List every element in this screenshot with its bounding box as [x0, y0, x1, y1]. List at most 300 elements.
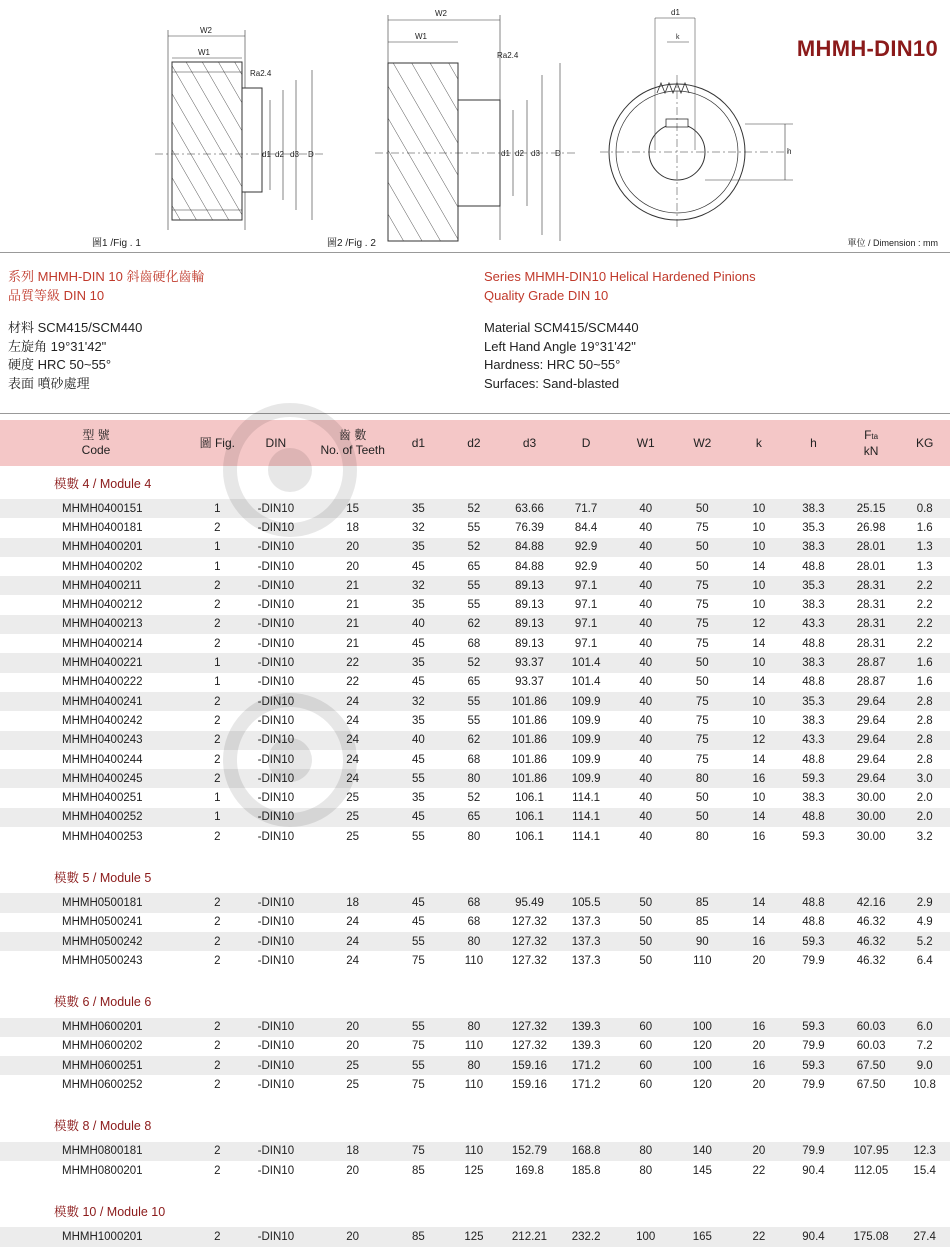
cell-d2: 110	[441, 1142, 508, 1161]
table-row	[0, 750, 950, 769]
svg-text:W1: W1	[415, 32, 427, 41]
cell-h: 48.8	[802, 676, 825, 689]
cell-w1: 40	[639, 792, 653, 805]
cell-d1: 45	[411, 916, 425, 929]
cell-w1: 40	[639, 560, 653, 573]
cell-fig: 2	[214, 830, 221, 843]
cell-kg: 3.0	[899, 769, 950, 788]
cell-k: 10	[734, 499, 785, 518]
cell-h: 38.3	[802, 714, 825, 727]
divider	[0, 413, 950, 414]
spec-hardness-en: Hardness: HRC 50~55°	[484, 357, 621, 372]
module-heading-row	[0, 466, 950, 499]
cell-D: 109.9	[571, 753, 601, 766]
cell-d3: 212.21	[507, 1227, 551, 1246]
table-row	[0, 769, 950, 788]
cell-k: 20	[734, 1142, 785, 1161]
table-row	[0, 1161, 950, 1180]
cell-w2: 75	[695, 714, 709, 727]
cell-k: 20	[752, 954, 766, 967]
cell-h: 59.3	[784, 769, 843, 788]
cell-h: 43.3	[784, 731, 843, 750]
cell-w1: 40	[639, 599, 653, 612]
cell-fta: 28.31	[856, 637, 886, 650]
cell-fig: 1	[192, 499, 243, 518]
cell-kg: 4.9	[916, 916, 933, 929]
cell-d1: 40	[396, 731, 440, 750]
cell-din: -DIN10	[257, 714, 295, 727]
cell-k: 16	[752, 830, 766, 843]
cell-h: 79.9	[784, 1142, 843, 1161]
header-d1: d1	[396, 420, 440, 466]
cell-code: MHMH0400252	[0, 808, 192, 827]
svg-text:Ra2.4: Ra2.4	[250, 69, 272, 78]
svg-text:d1: d1	[501, 149, 510, 158]
cell-kg: 12.3	[899, 1142, 950, 1161]
cell-w1: 80	[620, 1142, 671, 1161]
svg-text:W2: W2	[435, 9, 447, 18]
cell-teeth: 22	[346, 676, 360, 689]
table-row	[0, 1227, 950, 1246]
header-fta: Fta kN	[843, 420, 900, 466]
cell-kg: 10.8	[913, 1079, 936, 1092]
series-title: MHMH-DIN10	[796, 36, 938, 61]
cell-h: 38.3	[784, 653, 843, 672]
cell-D: 139.3	[552, 1018, 621, 1037]
module-heading-row	[0, 985, 950, 1018]
cell-fig: 2	[192, 615, 243, 634]
cell-d2: 125	[441, 1227, 508, 1246]
cell-w1: 60	[620, 1056, 671, 1075]
cell-fta: 28.87	[856, 676, 886, 689]
cell-w2: 50	[671, 653, 734, 672]
cell-din: -DIN10	[257, 637, 295, 650]
cell-d2: 68	[441, 893, 508, 912]
cell-din: -DIN10	[243, 1056, 310, 1075]
cell-w1: 50	[639, 916, 653, 929]
cell-d2: 80	[441, 769, 508, 788]
cell-k: 22	[734, 1227, 785, 1246]
cell-din: -DIN10	[257, 1040, 295, 1053]
cell-w1: 50	[620, 932, 671, 951]
cell-w2: 75	[671, 692, 734, 711]
cell-fig: 2	[214, 753, 221, 766]
cell-code: MHMH0600201	[0, 1018, 192, 1037]
cell-d1: 32	[396, 576, 440, 595]
cell-d3: 101.86	[507, 692, 551, 711]
table-row	[0, 808, 950, 827]
module-heading-row	[0, 1109, 950, 1142]
cell-w2: 50	[671, 538, 734, 557]
cell-fta: 26.98	[856, 521, 886, 534]
module-heading-row	[0, 1194, 950, 1227]
cell-d2: 68	[467, 916, 481, 929]
cell-D: 101.4	[571, 676, 601, 689]
spec-grade-zh: 品質等級 DIN 10	[8, 287, 105, 303]
table-row	[0, 827, 950, 846]
cell-h: 48.8	[784, 808, 843, 827]
cell-d1: 35	[411, 599, 425, 612]
cell-D: 137.3	[571, 954, 601, 967]
cell-d2: 65	[441, 808, 508, 827]
cell-teeth: 20	[346, 560, 360, 573]
cell-teeth: 25	[346, 792, 360, 805]
spacer-cell	[0, 1180, 950, 1194]
table-row	[0, 1037, 950, 1056]
cell-fig: 1	[214, 676, 221, 689]
cell-w2: 120	[692, 1040, 712, 1053]
cell-code: MHMH0400244	[62, 753, 143, 766]
cell-din: -DIN10	[257, 792, 295, 805]
cell-fta: 30.00	[843, 808, 900, 827]
cell-w1: 50	[639, 954, 653, 967]
cell-d2: 110	[464, 1040, 484, 1053]
cell-fta: 30.00	[856, 830, 886, 843]
cell-d1: 35	[396, 653, 440, 672]
cell-teeth: 18	[309, 1142, 396, 1161]
table-row	[0, 634, 950, 653]
cell-d1: 75	[411, 954, 425, 967]
cell-w2: 75	[671, 576, 734, 595]
cell-kg: 2.8	[899, 731, 950, 750]
cell-fta: 29.64	[843, 731, 900, 750]
cell-teeth: 20	[346, 1164, 360, 1177]
cell-kg: 2.2	[899, 615, 950, 634]
cell-k: 14	[752, 676, 766, 689]
cell-d2: 110	[464, 1079, 484, 1092]
spacer-cell	[0, 971, 950, 985]
cell-d3: 101.86	[507, 769, 551, 788]
cell-code: MHMH0400242	[62, 714, 143, 727]
cell-d1: 35	[396, 538, 440, 557]
cell-fig: 2	[214, 714, 221, 727]
header-h: h	[784, 420, 843, 466]
cell-din: -DIN10	[257, 753, 295, 766]
spec-surface-zh: 表面 噴砂處理	[8, 375, 90, 391]
cell-teeth: 24	[346, 916, 360, 929]
cell-d1: 45	[411, 560, 425, 573]
cell-d1: 85	[411, 1164, 425, 1177]
cell-din: -DIN10	[243, 576, 310, 595]
spec-hardness-zh: 硬度 HRC 50~55°	[8, 357, 112, 372]
cell-w2: 90	[671, 932, 734, 951]
cell-d3: 89.13	[507, 576, 551, 595]
cell-D: 232.2	[552, 1227, 621, 1246]
header-D: D	[552, 420, 621, 466]
cell-w1: 50	[620, 893, 671, 912]
cell-d3: 127.32	[507, 932, 551, 951]
table-row	[0, 673, 950, 692]
cell-D: 109.9	[552, 692, 621, 711]
cell-kg: 9.0	[899, 1056, 950, 1075]
table-row	[0, 499, 950, 518]
cell-fig: 2	[192, 731, 243, 750]
cell-h: 35.3	[784, 692, 843, 711]
cell-h: 35.3	[784, 576, 843, 595]
cell-kg: 1.6	[916, 676, 933, 689]
cell-din: -DIN10	[243, 538, 310, 557]
cell-teeth: 20	[346, 1040, 360, 1053]
cell-din: -DIN10	[257, 521, 295, 534]
cell-d1: 32	[411, 521, 425, 534]
cell-teeth: 20	[309, 538, 396, 557]
cell-D: 71.7	[552, 499, 621, 518]
cell-fig: 1	[214, 792, 221, 805]
cell-h: 59.3	[802, 830, 825, 843]
cell-d3: 101.86	[511, 753, 548, 766]
cell-fig: 1	[214, 560, 221, 573]
cell-h: 48.8	[784, 893, 843, 912]
cell-din: -DIN10	[257, 954, 295, 967]
cell-w1: 40	[639, 521, 653, 534]
cell-k: 20	[752, 1079, 766, 1092]
cell-teeth: 21	[346, 599, 360, 612]
cell-kg: 6.0	[899, 1018, 950, 1037]
cell-w1: 40	[620, 615, 671, 634]
header-d2: d2	[441, 420, 508, 466]
cell-D: 114.1	[572, 792, 601, 805]
table-row	[0, 538, 950, 557]
cell-d3: 89.13	[515, 637, 544, 650]
cell-d3: 89.13	[507, 615, 551, 634]
cell-d2: 52	[441, 499, 508, 518]
svg-text:d3: d3	[290, 150, 299, 159]
cell-d1: 55	[411, 830, 425, 843]
cell-code: MHMH0400212	[62, 599, 143, 612]
cell-w1: 40	[620, 653, 671, 672]
cell-w2: 50	[695, 792, 709, 805]
cell-fig: 2	[214, 1079, 221, 1092]
cell-D: 114.1	[572, 830, 601, 843]
cell-kg: 2.9	[899, 893, 950, 912]
header-w1: W1	[620, 420, 671, 466]
cell-din: -DIN10	[257, 599, 295, 612]
cell-D: 171.2	[552, 1056, 621, 1075]
cell-code: MHMH0500241	[62, 916, 143, 929]
cell-kg: 2.2	[916, 599, 933, 612]
cell-din: -DIN10	[257, 916, 295, 929]
cell-w1: 60	[639, 1079, 653, 1092]
header-din: DIN	[243, 420, 310, 466]
cell-din: -DIN10	[243, 499, 310, 518]
cell-k: 14	[734, 893, 785, 912]
cell-din: -DIN10	[243, 769, 310, 788]
cell-kg: 5.2	[899, 932, 950, 951]
cell-D: 114.1	[552, 808, 621, 827]
svg-text:k: k	[676, 34, 680, 41]
cell-h: 59.3	[784, 932, 843, 951]
cell-k: 10	[734, 538, 785, 557]
cell-d2: 80	[467, 830, 481, 843]
cell-kg: 1.3	[899, 538, 950, 557]
cell-h: 48.8	[802, 753, 825, 766]
cell-fta: 28.01	[856, 560, 886, 573]
cell-code: MHMH0800201	[62, 1164, 143, 1177]
cell-fig: 2	[214, 599, 221, 612]
svg-text:D: D	[555, 149, 561, 158]
cell-k: 10	[734, 576, 785, 595]
cell-fig: 2	[192, 1142, 243, 1161]
cell-code: MHMH0400202	[62, 560, 143, 573]
table-row	[0, 731, 950, 750]
cell-teeth: 25	[309, 1056, 396, 1075]
cell-d1: 75	[396, 1142, 440, 1161]
cell-k: 10	[752, 792, 766, 805]
cell-teeth: 21	[309, 615, 396, 634]
table-row	[0, 653, 950, 672]
cell-teeth: 24	[309, 692, 396, 711]
cell-fig: 1	[192, 538, 243, 557]
cell-teeth: 18	[346, 521, 360, 534]
cell-fig: 2	[214, 1164, 221, 1177]
cell-din: -DIN10	[243, 808, 310, 827]
cell-w1: 40	[620, 499, 671, 518]
svg-text:d1: d1	[671, 8, 680, 17]
cell-fig: 1	[192, 653, 243, 672]
cell-w1: 40	[620, 731, 671, 750]
cell-fta: 60.03	[843, 1018, 900, 1037]
cell-d2: 68	[467, 637, 481, 650]
header-fig: 圖 Fig.	[192, 420, 243, 466]
cell-kg: 7.2	[916, 1040, 933, 1053]
cell-d2: 55	[467, 521, 481, 534]
table-row	[0, 1056, 950, 1075]
dimension-unit-label: 單位 / Dimension : mm	[847, 238, 938, 248]
table-row	[0, 518, 950, 537]
cell-d1: 35	[411, 792, 425, 805]
group-spacer	[0, 971, 950, 985]
cell-teeth: 24	[346, 954, 360, 967]
cell-D: 185.8	[571, 1164, 601, 1177]
cell-d1: 45	[411, 753, 425, 766]
cell-teeth: 21	[309, 576, 396, 595]
cell-din: -DIN10	[257, 676, 295, 689]
table-row	[0, 932, 950, 951]
cell-fta: 175.08	[843, 1227, 900, 1246]
module-heading: 模數 5 / Module 5	[54, 870, 152, 885]
cell-code: MHMH0400213	[0, 615, 192, 634]
table-row	[0, 1142, 950, 1161]
cell-kg: 2.0	[899, 808, 950, 827]
table-row	[0, 1018, 950, 1037]
spec-material-en: Material SCM415/SCM440	[484, 320, 639, 335]
cell-din: -DIN10	[243, 615, 310, 634]
cell-d3: 127.32	[511, 916, 548, 929]
cell-fig: 2	[214, 637, 221, 650]
cell-din: -DIN10	[243, 1018, 310, 1037]
table-body	[0, 466, 950, 1247]
cell-d2: 55	[467, 599, 481, 612]
cell-h: 48.8	[802, 637, 825, 650]
cell-h: 90.4	[802, 1164, 825, 1177]
cell-d1: 32	[396, 692, 440, 711]
cell-teeth: 25	[309, 808, 396, 827]
cell-fta: 46.32	[843, 932, 900, 951]
header-teeth: 齒 數 No. of Teeth	[309, 420, 396, 466]
cell-w1: 80	[639, 1164, 653, 1177]
cell-d3: 84.88	[515, 560, 544, 573]
cell-kg: 2.2	[899, 576, 950, 595]
table-row	[0, 1075, 950, 1094]
cell-teeth: 22	[309, 653, 396, 672]
cell-fig: 1	[192, 808, 243, 827]
cell-code: MHMH0400243	[0, 731, 192, 750]
cell-fig: 2	[214, 954, 221, 967]
cell-kg: 1.6	[899, 653, 950, 672]
cell-w2: 140	[671, 1142, 734, 1161]
cell-fta: 29.64	[843, 692, 900, 711]
cell-d1: 55	[396, 932, 440, 951]
svg-text:d1: d1	[262, 150, 271, 159]
spacer-cell	[0, 1095, 950, 1109]
table-row	[0, 576, 950, 595]
cell-w2: 75	[695, 637, 709, 650]
cell-d3: 63.66	[507, 499, 551, 518]
cell-w2: 50	[671, 499, 734, 518]
table-row	[0, 557, 950, 576]
cell-h: 38.3	[802, 599, 825, 612]
cell-h: 38.3	[784, 499, 843, 518]
cell-D: 171.2	[571, 1079, 601, 1092]
spec-series-zh: 系列 MHMH-DIN 10 斜齒硬化齒輪	[8, 269, 205, 284]
cell-w1: 40	[620, 692, 671, 711]
header-code: 型 號 Code	[0, 420, 192, 466]
cell-d3: 93.37	[507, 653, 551, 672]
cell-D: 109.9	[571, 714, 601, 727]
cell-code: MHMH0600251	[0, 1056, 192, 1075]
svg-text:W1: W1	[198, 48, 210, 57]
cell-fta: 28.31	[856, 599, 886, 612]
cell-d1: 45	[396, 893, 440, 912]
cell-h: 59.3	[784, 1056, 843, 1075]
table-row	[0, 692, 950, 711]
cell-d3: 93.37	[515, 676, 544, 689]
cell-d2: 55	[441, 692, 508, 711]
cell-w1: 40	[620, 538, 671, 557]
cell-D: 139.3	[571, 1040, 601, 1053]
cell-d3: 152.79	[507, 1142, 551, 1161]
cell-w1: 40	[639, 676, 653, 689]
cell-code: MHMH0400151	[0, 499, 192, 518]
cell-d1: 45	[411, 637, 425, 650]
cell-w2: 75	[695, 753, 709, 766]
cell-w2: 110	[693, 954, 712, 967]
cell-d3: 76.39	[515, 521, 544, 534]
cell-d2: 52	[441, 653, 508, 672]
cell-code: MHMH0400214	[62, 637, 143, 650]
cell-D: 137.3	[552, 932, 621, 951]
table-row	[0, 615, 950, 634]
cell-kg: 2.0	[916, 792, 933, 805]
header-k: k	[734, 420, 785, 466]
cell-D: 109.9	[552, 769, 621, 788]
cell-w1: 40	[620, 769, 671, 788]
cell-code: MHMH0600252	[62, 1079, 143, 1092]
cell-fta: 28.01	[843, 538, 900, 557]
cell-k: 12	[734, 731, 785, 750]
cell-d1: 85	[396, 1227, 440, 1246]
cell-k: 22	[752, 1164, 766, 1177]
cell-kg: 2.8	[899, 692, 950, 711]
cell-d3: 106.1	[515, 792, 544, 805]
cell-code: MHMH0400211	[0, 576, 192, 595]
cell-code: MHMH0500181	[0, 893, 192, 912]
cell-d3: 127.32	[511, 1040, 548, 1053]
cell-D: 97.1	[574, 637, 598, 650]
svg-text:d3: d3	[531, 149, 540, 158]
spec-surface-en: Surfaces: Sand-blasted	[484, 375, 620, 391]
cell-d2: 55	[467, 714, 481, 727]
